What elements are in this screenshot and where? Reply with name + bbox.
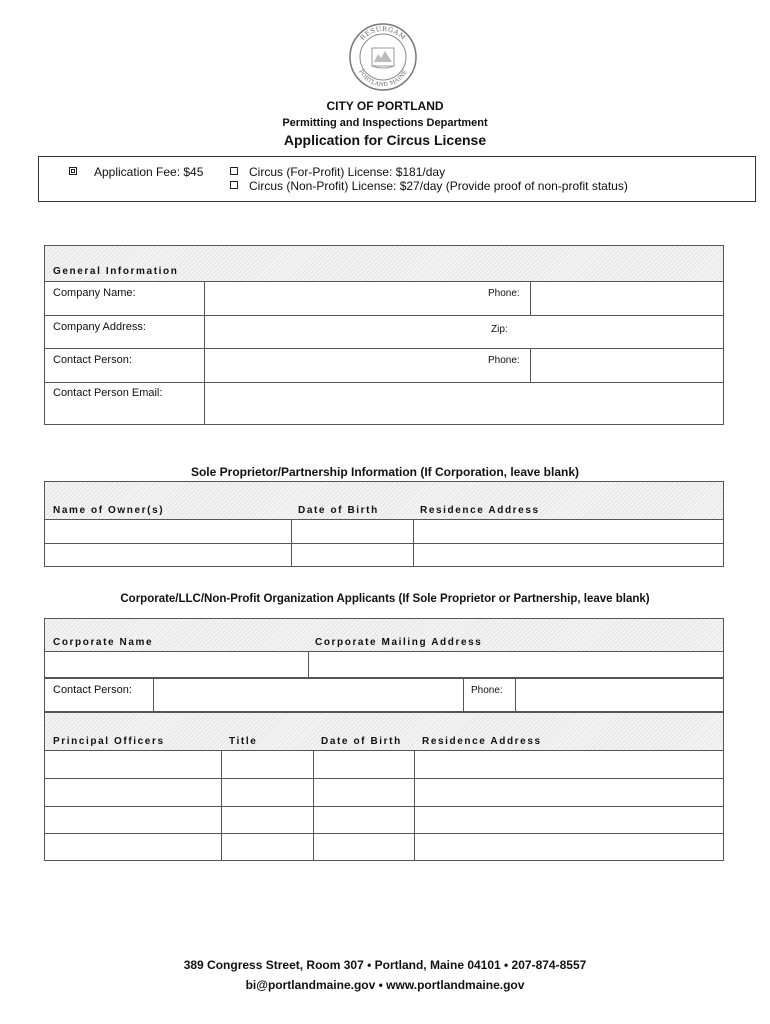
contact-person-input[interactable] (204, 349, 531, 383)
general-information-heading: General Information (53, 266, 179, 277)
zip-label: Zip: (491, 324, 508, 335)
officer-title-cell[interactable] (221, 751, 314, 779)
sole-proprietor-title: Sole Proprietor/Partnership Information (If Corporation, leave blank) (190, 465, 580, 479)
owner-row (45, 519, 723, 544)
company-address-row (45, 315, 723, 349)
officer-dob-cell[interactable] (313, 807, 415, 834)
form-title: Application for Circus License (283, 132, 487, 148)
corporate-contact-input[interactable] (153, 679, 464, 711)
non-profit-checkbox[interactable] (230, 181, 238, 189)
mailing-address-heading: Corporate Mailing Address (315, 637, 483, 648)
officer-name-cell[interactable] (45, 779, 221, 807)
officer-dob-header: Date of Birth (321, 736, 402, 747)
general-information-header (45, 246, 723, 281)
for-profit-checkbox[interactable] (230, 167, 238, 175)
owner-dob-cell[interactable] (291, 544, 414, 567)
seal-city: PORTLAND MAINE (357, 69, 409, 89)
corporate-phone-input[interactable] (515, 679, 723, 711)
corporate-phone-label: Phone: (471, 685, 503, 696)
officer-name-cell[interactable] (45, 834, 221, 861)
company-phone-input[interactable] (530, 282, 723, 316)
corporate-contact-table (44, 678, 724, 712)
owner-address-cell[interactable] (413, 544, 723, 567)
sole-proprietor-header (45, 482, 723, 519)
officer-name-cell[interactable] (45, 751, 221, 779)
officer-name-header: Principal Officers (53, 736, 165, 747)
owner-row (45, 543, 723, 567)
contact-phone-label: Phone: (488, 355, 520, 366)
contact-email-row (45, 382, 723, 425)
contact-phone-input[interactable] (530, 349, 723, 383)
contact-person-row (45, 348, 723, 383)
company-address-input[interactable] (204, 316, 723, 349)
corporate-name-row (45, 651, 723, 678)
officer-address-cell[interactable] (414, 834, 723, 861)
owner-dob-cell[interactable] (291, 520, 414, 544)
officer-address-cell[interactable] (414, 751, 723, 779)
officer-title-cell[interactable] (221, 779, 314, 807)
officer-row (45, 833, 723, 861)
owner-address-cell[interactable] (413, 520, 723, 544)
corporate-name-table (44, 618, 724, 678)
corporate-name-heading: Corporate Name (53, 637, 154, 648)
officer-dob-cell[interactable] (313, 834, 415, 861)
department-name: Permitting and Inspections Department (282, 117, 488, 129)
owner-name-header: Name of Owner(s) (53, 505, 165, 516)
owner-name-cell[interactable] (45, 520, 291, 544)
officer-address-cell[interactable] (414, 779, 723, 807)
owner-name-cell[interactable] (45, 544, 291, 567)
contact-email-label: Contact Person Email: (53, 387, 163, 399)
svg-text:RESURGAM (359, 25, 408, 42)
principal-officers-table (44, 712, 724, 861)
footer-address: 389 Congress Street, Room 307 • Portland, Maine 04101 • 207-874-8557 (183, 958, 587, 972)
city-name: CITY OF PORTLAND (326, 99, 444, 113)
company-phone-label: Phone: (488, 288, 520, 299)
application-fee-checkbox[interactable] (69, 167, 77, 175)
officer-dob-cell[interactable] (313, 779, 415, 807)
company-name-row (45, 281, 723, 316)
general-information-table (44, 245, 724, 425)
officer-title-cell[interactable] (221, 834, 314, 861)
officer-address-cell[interactable] (414, 807, 723, 834)
officer-address-header: Residence Address (422, 736, 542, 747)
owner-address-header: Residence Address (420, 505, 540, 516)
company-address-label: Company Address: (53, 321, 146, 333)
company-name-label: Company Name: (53, 287, 136, 299)
city-seal-icon (348, 22, 418, 92)
officer-title-cell[interactable] (221, 807, 314, 834)
company-name-input[interactable] (204, 282, 531, 316)
contact-person-label: Contact Person: (53, 354, 132, 366)
officer-name-cell[interactable] (45, 807, 221, 834)
seal-motto: RESURGAM (358, 24, 408, 42)
sole-proprietor-table (44, 481, 724, 567)
officer-row (45, 806, 723, 834)
corporate-name-input[interactable] (45, 652, 308, 678)
officer-dob-cell[interactable] (313, 751, 415, 779)
mailing-address-input[interactable] (308, 652, 723, 678)
owner-dob-header: Date of Birth (298, 505, 379, 516)
corporate-name-header (45, 619, 723, 651)
officer-title-header: Title (229, 736, 258, 747)
footer-contact: bi@portlandmaine.gov • www.portlandmaine.gov (245, 978, 525, 992)
for-profit-label: Circus (For-Profit) License: $181/day (249, 165, 446, 179)
corporate-contact-label: Contact Person: (53, 684, 132, 696)
principal-officers-header (45, 713, 723, 750)
fee-box (38, 156, 756, 202)
officer-row (45, 778, 723, 807)
non-profit-label: Circus (Non-Profit) License: $27/day (Provide proof of non-profit status) (249, 179, 628, 193)
officer-row (45, 750, 723, 779)
contact-email-input[interactable] (204, 383, 723, 425)
application-fee-label: Application Fee: $45 (94, 165, 204, 179)
corporate-title: Corporate/LLC/Non-Profit Organization Applicants (If Sole Proprietor or Partnership, leave blank) (120, 593, 650, 605)
